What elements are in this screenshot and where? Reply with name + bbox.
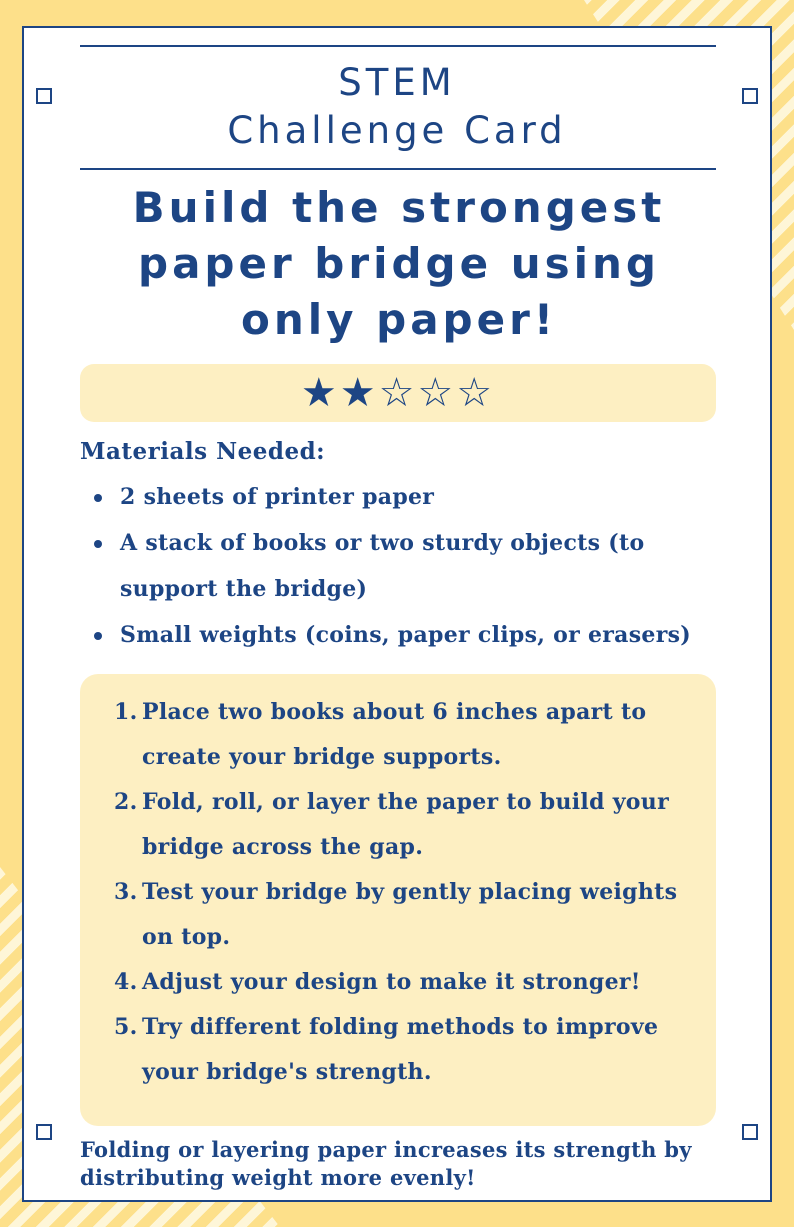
step-number: 3. — [114, 879, 138, 905]
list-item — [114, 690, 694, 780]
list-item — [114, 960, 694, 1005]
step-number: 2. — [114, 789, 138, 815]
card-kicker-line-1: STEM — [338, 61, 456, 104]
instructions-panel — [80, 674, 716, 1126]
list-item: A stack of books or two sturdy objects (to support the bridge) — [90, 520, 710, 612]
fun-fact: Folding or layering paper increases its strength by distributing weight more evenly! — [80, 1137, 692, 1190]
corner-square-bottom-right — [742, 1124, 758, 1140]
list-item — [114, 780, 694, 870]
step-text: Fold, roll, or layer the paper to build your bridge across the gap. — [142, 789, 669, 860]
step-text: Adjust your design to make it stronger! — [142, 969, 641, 995]
header-bottom-rule — [80, 168, 716, 170]
challenge-title-line-3: only paper! — [241, 295, 557, 344]
difficulty-rating — [80, 364, 716, 422]
star-rating-icons: ★★☆☆☆ — [300, 370, 496, 416]
materials-heading: Materials Needed: — [80, 438, 326, 465]
corner-square-bottom-left — [36, 1124, 52, 1140]
list-item — [114, 1005, 694, 1095]
step-text: Place two books about 6 inches apart to create your bridge supports. — [142, 699, 647, 770]
step-text: Test your bridge by gently placing weights on top. — [142, 879, 678, 950]
list-item: 2 sheets of printer paper — [90, 474, 710, 520]
steps-list — [114, 690, 694, 1095]
materials-list — [90, 474, 710, 658]
challenge-title-line-1: Build the strongest — [132, 183, 666, 232]
challenge-title-line-2: paper bridge using — [138, 239, 660, 288]
step-text: Try different folding methods to improve your bridge's strength. — [142, 1014, 659, 1085]
list-item: Small weights (coins, paper clips, or erasers) — [90, 612, 710, 658]
top-rule — [80, 45, 716, 47]
challenge-card — [22, 26, 772, 1202]
list-item — [114, 870, 694, 960]
card-kicker-line-2: Challenge Card — [227, 109, 567, 152]
step-number: 4. — [114, 969, 138, 995]
step-number: 5. — [114, 1014, 138, 1040]
step-number: 1. — [114, 699, 138, 725]
